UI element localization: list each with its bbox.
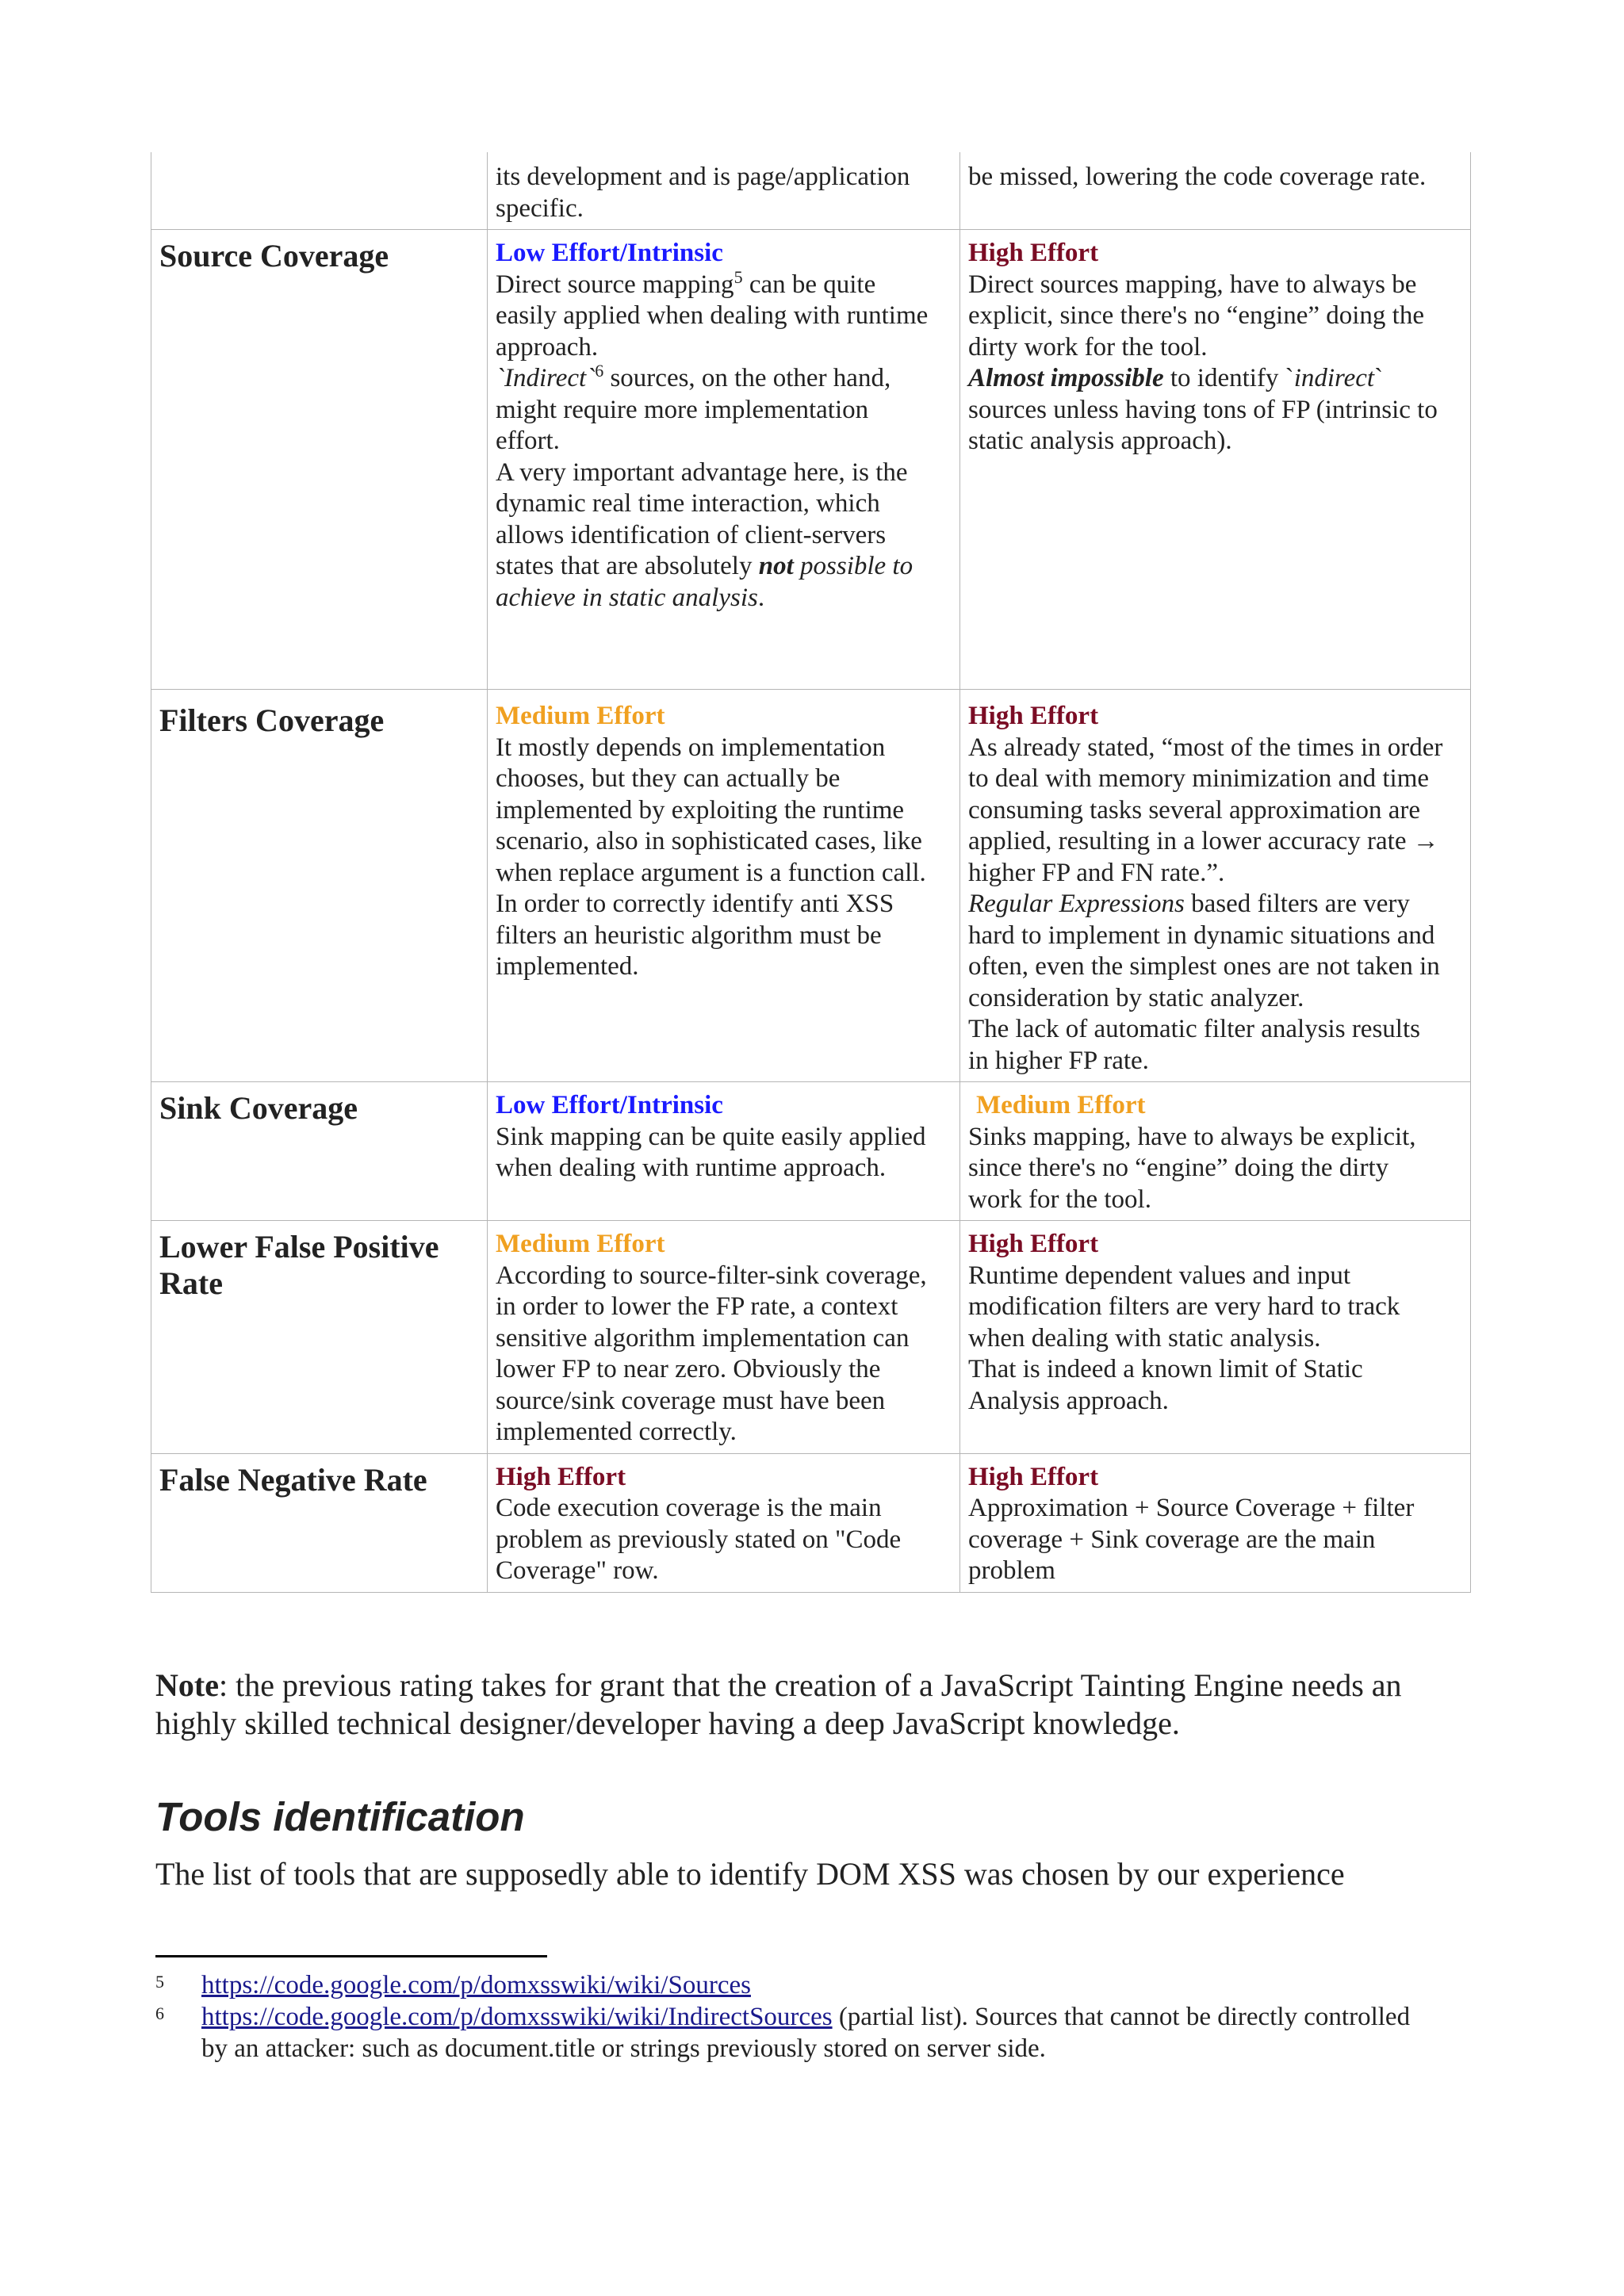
effort-level: Low Effort/Intrinsic bbox=[496, 1091, 723, 1119]
cell-text-line: effort. bbox=[496, 427, 560, 455]
table-row-continued bbox=[151, 152, 1471, 230]
table-cell-dynamic bbox=[488, 1453, 960, 1592]
cell-text-line: since there's no “engine” doing the dirty bbox=[968, 1154, 1389, 1182]
cell-text-line: Sinks mapping, have to always be explicit, bbox=[968, 1122, 1416, 1151]
text-run: to identify ` bbox=[1163, 364, 1294, 392]
cell-text-line: lower FP to near zero. Obviously the bbox=[496, 1355, 881, 1383]
row-label: Lower False Positive Rate bbox=[151, 1221, 488, 1454]
table-row-filters-coverage bbox=[151, 690, 1471, 1082]
cell-text-line: static analysis approach). bbox=[968, 427, 1232, 455]
table-cell-empty bbox=[151, 152, 488, 230]
text-run: . bbox=[757, 583, 765, 612]
cell-text-line: hard to implement in dynamic situations and bbox=[968, 920, 1435, 950]
text-run: Almost impossible bbox=[968, 364, 1164, 392]
footnote-item bbox=[155, 1969, 1488, 2001]
effort-level: High Effort bbox=[968, 1462, 1099, 1491]
cell-text-line: filters an heuristic algorithm must be bbox=[496, 920, 882, 950]
table-cell-dynamic bbox=[488, 230, 960, 690]
cell-text-line: when dealing with static analysis. bbox=[968, 1323, 1321, 1353]
cell-text-line: scenario, also in sophisticated cases, like bbox=[496, 827, 922, 855]
effort-level: Medium Effort bbox=[496, 1230, 665, 1258]
cell-text-line: in higher FP rate. bbox=[968, 1046, 1149, 1075]
footnote-number: 6 bbox=[155, 2003, 164, 2023]
cell-text-line: when dealing with runtime approach. bbox=[496, 1154, 887, 1182]
cell-text-line bbox=[968, 363, 1462, 395]
cell-text-line: allows identification of client-servers bbox=[496, 520, 887, 549]
cell-text-line: chooses, but they can actually be bbox=[496, 764, 841, 793]
cell-text-line: to deal with memory minimization and time bbox=[968, 764, 1430, 793]
cell-text-line: applied, resulting in a lower accuracy rate → bbox=[968, 827, 1439, 855]
cell-text-line: modification filters are very hard to track bbox=[968, 1292, 1400, 1321]
table-cell-static bbox=[960, 1453, 1471, 1592]
footnote-number: 5 bbox=[155, 1972, 164, 1992]
table-cell-static bbox=[960, 1082, 1471, 1221]
table-row-sink-coverage bbox=[151, 1082, 1471, 1221]
effort-level: Medium Effort bbox=[496, 702, 665, 730]
table-cell-static bbox=[960, 1221, 1471, 1454]
cell-text-line: dirty work for the tool. bbox=[968, 332, 1208, 362]
cell-text-line: In order to correctly identify anti XSS bbox=[496, 890, 894, 918]
cell-text-line: Sink mapping can be quite easily applied bbox=[496, 1122, 926, 1151]
cell-text-line: problem as previously stated on "Code bbox=[496, 1525, 902, 1554]
row-label: Source Coverage bbox=[151, 230, 488, 690]
cell-text-line bbox=[496, 363, 952, 395]
cell-text-line: The lack of automatic filter analysis results bbox=[968, 1015, 1420, 1043]
footnote-text: by an attacker: such as document.title or strings previously stored on server side. bbox=[201, 2034, 1046, 2063]
cell-text-line: easily applied when dealing with runtime bbox=[496, 301, 929, 330]
cell-text-line bbox=[968, 889, 1462, 920]
footnote-item bbox=[155, 2001, 1488, 2064]
cell-text-line: work for the tool. bbox=[968, 1184, 1151, 1214]
text-run: sources, on the other hand, bbox=[603, 364, 891, 392]
effort-level: High Effort bbox=[968, 702, 1099, 730]
text-run: states that are absolutely bbox=[496, 552, 759, 580]
text-run: based filters are very bbox=[1184, 890, 1410, 918]
effort-level: High Effort bbox=[968, 1230, 1099, 1258]
cell-text-line: problem bbox=[968, 1556, 1055, 1585]
text-run: achieve in static analysis bbox=[496, 583, 758, 612]
table-cell-dynamic bbox=[488, 690, 960, 1082]
cell-text-line: coverage + Sink coverage are the main bbox=[968, 1525, 1376, 1554]
text-run: ` bbox=[1374, 364, 1384, 392]
effort-level: Low Effort/Intrinsic bbox=[496, 239, 723, 267]
row-label: Sink Coverage bbox=[151, 1082, 488, 1221]
cell-text-line bbox=[496, 551, 952, 583]
note-paragraph bbox=[155, 1667, 1503, 1743]
effort-level: High Effort bbox=[968, 239, 1099, 267]
cell-text-line: It mostly depends on implementation bbox=[496, 733, 886, 762]
cell-text-line: explicit, since there's no “engine” doing the bbox=[968, 301, 1425, 330]
cell-text-line: dynamic real time interaction, which bbox=[496, 489, 880, 518]
cell-text-line: source/sink coverage must have been bbox=[496, 1386, 886, 1415]
text-run: `Indirect` bbox=[496, 364, 596, 392]
table-cell-static bbox=[960, 152, 1471, 230]
comparison-table bbox=[151, 152, 1471, 1593]
cell-text-line: Analysis approach. bbox=[968, 1386, 1169, 1415]
cell-text-line: consuming tasks several approximation are bbox=[968, 795, 1421, 825]
table-row-source-coverage bbox=[151, 230, 1471, 690]
cell-text-line: often, even the simplest ones are not taken in bbox=[968, 952, 1440, 981]
cell-text-line: when replace argument is a function call. bbox=[496, 858, 926, 887]
text-run: not bbox=[758, 552, 794, 580]
cell-text-line bbox=[496, 583, 952, 614]
cell-text-line: specific. bbox=[496, 193, 584, 223]
section-heading: Tools identification bbox=[155, 1794, 525, 1839]
cell-text-line: implemented. bbox=[496, 952, 639, 981]
footnote-text: (partial list). Sources that cannot be directly controlled bbox=[832, 2003, 1411, 2031]
cell-text-line: Coverage" row. bbox=[496, 1556, 659, 1585]
text-run: Direct source mapping bbox=[496, 270, 734, 299]
cell-text-line: might require more implementation bbox=[496, 395, 869, 424]
section-paragraph: The list of tools that are supposedly able to identify DOM XSS was chosen by our experience bbox=[155, 1856, 1345, 1892]
cell-text-line: That is indeed a known limit of Static bbox=[968, 1355, 1363, 1383]
effort-level: Medium Effort bbox=[976, 1091, 1146, 1119]
cell-text-line: implemented correctly. bbox=[496, 1418, 737, 1446]
table-cell-dynamic bbox=[488, 1221, 960, 1454]
cell-text-line: Approximation + Source Coverage + filter bbox=[968, 1494, 1415, 1522]
cell-text-line: sensitive algorithm implementation can bbox=[496, 1323, 910, 1353]
cell-text-line: Runtime dependent values and input bbox=[968, 1261, 1351, 1290]
effort-level: High Effort bbox=[496, 1462, 626, 1491]
footnote-divider bbox=[155, 1955, 547, 1957]
cell-text-line: approach. bbox=[496, 332, 599, 362]
footnote-ref: 6 bbox=[595, 361, 604, 381]
footnote-ref: 5 bbox=[733, 266, 743, 287]
text-run: possible to bbox=[793, 552, 914, 580]
text-run: Regular Expressions bbox=[968, 890, 1185, 918]
cell-text-line: implemented by exploiting the runtime bbox=[496, 795, 905, 825]
cell-text-line: Direct sources mapping, have to always be bbox=[968, 270, 1417, 299]
cell-text-line: sources unless having tons of FP (intrinsic to bbox=[968, 395, 1438, 424]
text-run: can be quite bbox=[742, 270, 876, 299]
text-run: indirect bbox=[1293, 364, 1375, 392]
footnote-link[interactable]: https://code.google.com/p/domxsswiki/wiki/IndirectSources bbox=[201, 2003, 833, 2031]
table-row-fn-rate bbox=[151, 1453, 1471, 1592]
cell-text-line: Code execution coverage is the main bbox=[496, 1494, 882, 1522]
table-cell-static bbox=[960, 230, 1471, 690]
cell-text-line: in order to lower the FP rate, a context bbox=[496, 1292, 898, 1321]
table-cell-dynamic bbox=[488, 1082, 960, 1221]
text-run: : the previous rating takes for grant that the creation of a JavaScript Tainting Engine needs an bbox=[218, 1667, 1402, 1703]
cell-text-line: As already stated, “most of the times in order bbox=[968, 733, 1443, 762]
cell-text-line: According to source-filter-sink coverage, bbox=[496, 1261, 927, 1290]
table-row-lower-fp-rate bbox=[151, 1221, 1471, 1454]
footnotes bbox=[155, 1969, 1488, 2064]
cell-text-line: be missed, lowering the code coverage rate. bbox=[968, 163, 1427, 191]
cell-text-line: its development and is page/application bbox=[496, 163, 910, 191]
row-label: Filters Coverage bbox=[151, 690, 488, 1082]
cell-text-line: A very important advantage here, is the bbox=[496, 457, 908, 487]
note-line: highly skilled technical designer/developer having a deep JavaScript knowledge. bbox=[155, 1705, 1180, 1741]
cell-text-line: consideration by static analyzer. bbox=[968, 983, 1304, 1012]
note-label: Note bbox=[155, 1667, 219, 1703]
row-label: False Negative Rate bbox=[151, 1453, 488, 1592]
table-cell-dynamic bbox=[488, 152, 960, 230]
footnote-link[interactable]: https://code.google.com/p/domxsswiki/wiki/Sources bbox=[201, 1971, 751, 1999]
table-cell-static bbox=[960, 690, 1471, 1082]
cell-text-line: higher FP and FN rate.”. bbox=[968, 858, 1225, 887]
note-line bbox=[155, 1667, 1503, 1705]
cell-text-line bbox=[496, 266, 952, 301]
